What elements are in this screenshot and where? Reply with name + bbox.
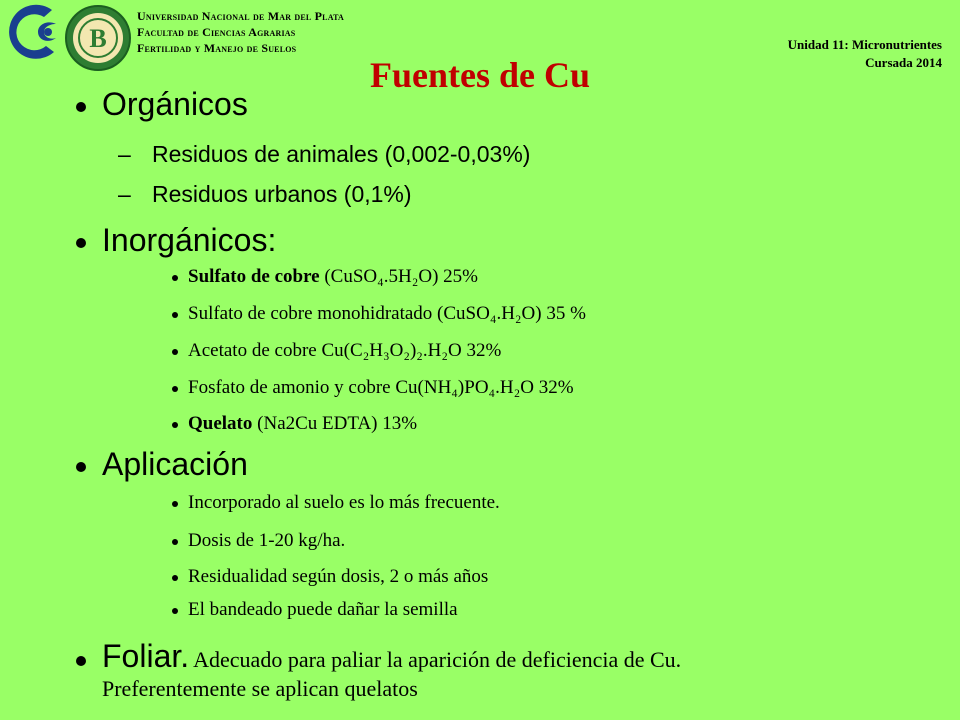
slide-title: Fuentes de Cu (369, 55, 590, 95)
aplicacion-label: Aplicación (102, 446, 248, 482)
bullet-dot (76, 238, 86, 248)
university-header (137, 8, 344, 56)
faculty-name: Facultad de Ciencias Agrarias (137, 25, 296, 39)
seal-letter: B (89, 24, 107, 53)
course-year: Cursada 2014 (865, 55, 942, 70)
unit-title: Unidad 11: Micronutrientes (787, 37, 942, 52)
bullet-dot (76, 656, 86, 666)
course-name: Fertilidad y Manejo de Suelos (137, 41, 297, 55)
foliar-label: Foliar. (102, 638, 190, 674)
slide: B Universidad Nacional de Mar del Plata Facultad de Ciencias Agrarias Fertilidad y Manejo de Suelos Unidad 11: Micronutrientes Cursada 2014 Fuentes de Cu Orgánicos – Residuos de animales (0,002-0,03%) – Residuos urbanos (0,1%) Inorgánicos: Sulfato de cobre (CuSO₄.5H₂O) 25% Sulfato de cobre monohidratado (CuSO₄.H₂O) 35 % Acetato de cobre Cu(C₂H₃O₂)₂.H₂O 32% Fosfato de amonio y cobre Cu(NH₄)PO₄.H₂O 32% Quelato (Na2Cu EDTA) 13% Aplicación Incorporado al suelo es lo más frecuente. Dosis de 1-20 kg/ha. Residualidad según dosis, 2 o más años El bandeado puede dañar la semilla Foliar. Adecuado para paliar la aparición de deficiencia de Cu. Preferentemente se aplican quelatos (0, 0, 960, 720)
university-name: Universidad Nacional de Mar del Plata (137, 9, 345, 23)
organicos-label: Orgánicos (102, 86, 248, 122)
foliar-text: Adecuado para paliar la aparición de deficiencia de Cu. (193, 647, 682, 672)
inorganicos-label: Inorgánicos: (102, 222, 277, 258)
foliar-text-continued: Preferentemente se aplican quelatos (102, 676, 418, 701)
bullet-dot (76, 462, 86, 472)
bullet-dot (76, 102, 86, 112)
